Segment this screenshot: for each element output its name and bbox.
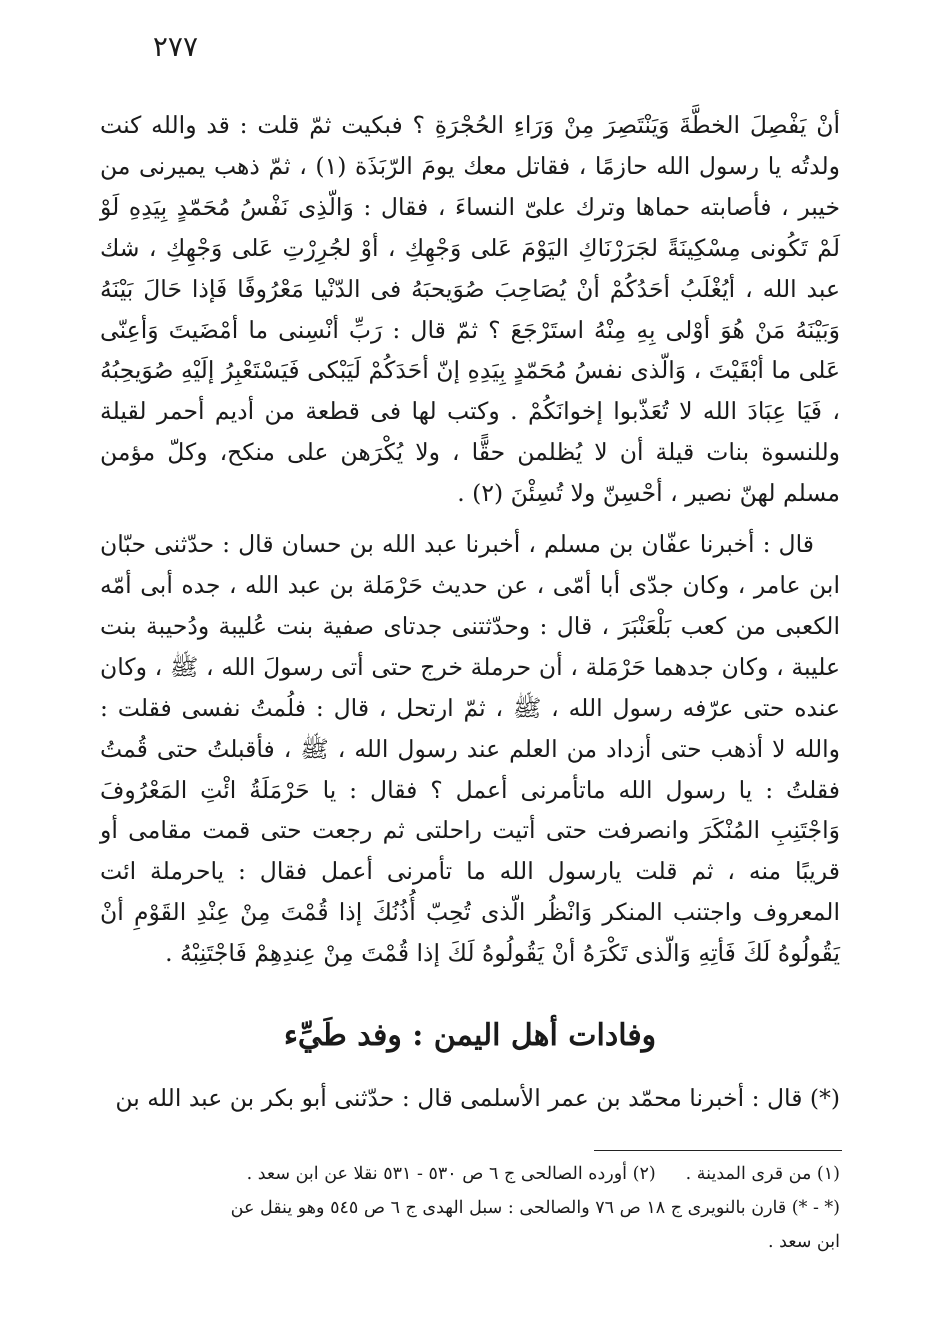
footnote-1: (١) من قرى المدينة . [685, 1164, 840, 1184]
footnote-row-1 [100, 1157, 840, 1191]
footnote-2: (٢) أورده الصالحى ج ٦ ص ٥٣٠ - ٥٣١ نقلا عن ابن سعد . [246, 1164, 656, 1184]
footnotes [100, 1157, 840, 1259]
section-title: وفادات أهل اليمن : وفد طَيِّء [283, 1018, 657, 1054]
footnote-divider [594, 1150, 842, 1151]
footnote-3-line-1: (* - *) قارن بالنويرى ج ١٨ ص ٧٦ والصالحى : سبل الهدى ج ٦ ص ٥٤٥ وهو ينقل عن [230, 1198, 840, 1218]
page-number: ٢٧٧ [152, 30, 198, 63]
paragraph-1: أنْ يَفْصِلَ الخطَّةَ وَيَنْتَصِرَ مِنْ وَرَاءِ الحُجْرَةِ ؟ فبكيت ثمّ قلت : قد والله كنت ولدتُه يا رسول الله حازمًا ، فقاتل معك يومَ الرّبَذَة (١) ، ثمّ ذهب يميرنى من خيبر ، فأصابته حماها وترك علىّ النساءَ ، فقال : وَالّذِى نَفْسُ مُحَمّدٍ بِيَدِهِ لَوْ لَمْ تَكُونى مِسْكِينَةً لجَرَرْنَاكِ اليَوْمَ عَلى وَجْهِكِ ، أوْ لجُرِرْتِ عَلى وَجْهِكِ ، شك عبد الله ، أيُغْلَبُ أحَدُكُمْ أنْ يُصَاحِبَ صُوَيحبَهُ فى الدّنْيا مَعْرُوفًا فَإذا حَالَ بَيْنَهُ وَبَيْنَهُ مَنْ هُوَ أوْلى بِهِ مِنْهُ استَرْجَعَ ؟ ثمّ قال : رَبِّ أنْسِنى ما أمْضَيتَ وَأعِنّى عَلى ما أبْقَيْتَ ، وَالّذى نفسُ مُحَمّدٍ بِيَدِهِ إنّ أحَدَكُمْ لَيَبْكى فَيَسْتَعْبِرُ إلَيْهِ صُوَيحِبُهُ ، فَيَا عِبَادَ الله لا تُعَذّبوا إخوانَكُمْ . وكتب لها فى قطعة من أديم أحمر لقيلة وللنسوة بنات قيلة أن لا يُظلمن حقًّا ، ولا يُكْرَهن على منكح، وكلّ مؤمن مسلم لهنّ نصير ، أحْسِنّ ولا تُسِئْنَ (٢) . [100, 111, 840, 508]
paragraph-3: (*) قال : أخبرنا محمّد بن عمر الأسلمى قال : حدّثنى أبو بكر بن عبد الله بن [115, 1084, 840, 1113]
paragraph-2: قال : أخبرنا عفّان بن مسلم ، أخبرنا عبد الله بن حسان قال : حدّثنى حبّان ابن عامر ، وكان جدّى أبا أمّى ، عن حديث حَرْمَلة بن عبد الله ، جده أبى أمّه الكعبى من كعب بَلْعَنْبَرَ ، قال : وحدّثتنى جدتاى صفية بنت عُليبة ودُحيبة بنت عليبة ، وكان جدهما حَرْمَلة ، أن حرملة خرج حتى أتى رسولَ الله ، ﷺ ، وكان عنده حتى عرّفه رسول الله ، ﷺ ، ثمّ ارتحل ، قال : فلُمتُ نفسى فقلت : والله لا أذهب حتى أزداد من العلم عند رسول الله ، ﷺ ، فأقبلتُ حتى قُمتُ فقلتُ : يا رسول الله ماتأمرنى أعمل ؟ فقال : يا حَرْمَلَةُ ائْتِ المَعْرُوفَ وَاجْتَنِبِ المُنْكَرَ وانصرفت حتى أتيت راحلتى ثم رجعت حتى قمت مقامى أو قريبًا منه ، ثم قلت يارسول الله ما تأمرنى أعمل فقال : ياحرملة ائت المعروف واجتنب المنكر وَانْظُر الّذى تُحِبّ أُذُنُكَ إذا قُمْتَ مِنْ عِنْدِ القَوْمِ أنْ يَقُولُوهُ لَكَ فَأتِهِ وَالّذى تَكْرَهُ أنْ يَقُولُوهُ لَكَ إذا قُمْتَ مِنْ عِندِهِمْ فَاجْتَنِبْهُ . [100, 530, 840, 968]
body-text [100, 105, 840, 1119]
footnote-3-line-2: ابن سعد . [767, 1232, 840, 1252]
